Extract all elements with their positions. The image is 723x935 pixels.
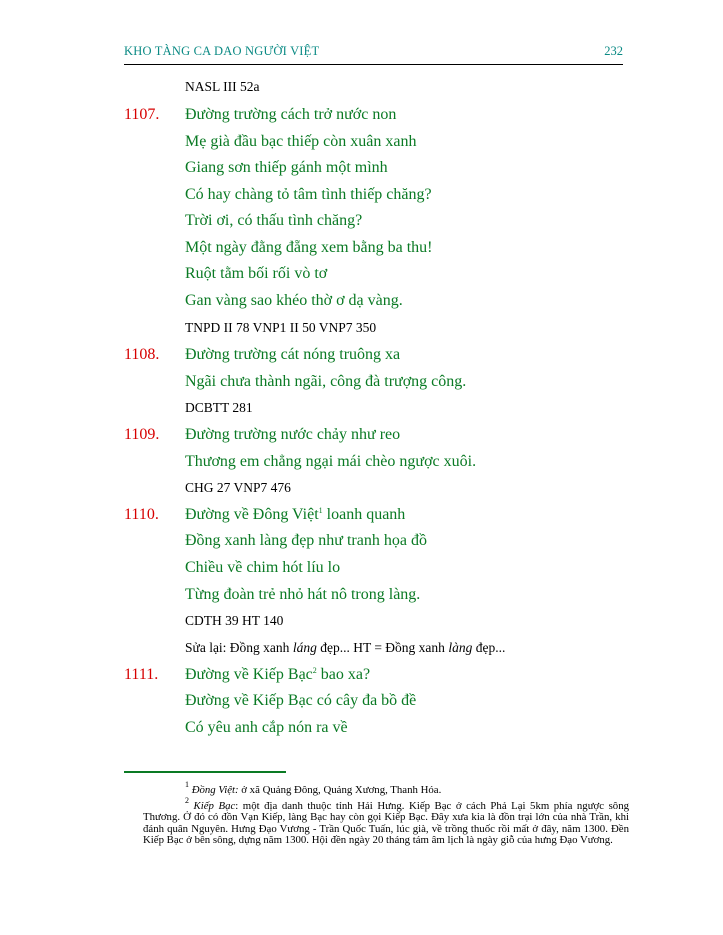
verse-line: Có yêu anh cắp nón ra về [185,719,348,736]
page-number: 232 [604,44,623,58]
source-ref: NASL III 52a [185,79,260,94]
footnote-marker[interactable]: 1 [318,506,323,515]
footnote-1: $^1$ Đồng Việt: ở xã Quảng Đông, Quảng Xương, Thanh Hóa. [185,780,442,796]
footnote-marker[interactable]: 2 [312,666,317,675]
page-header [124,44,623,65]
source-ref: TNPD II 78 VNP1 II 50 VNP7 350 [185,320,377,335]
verse-line: Đường trường cát nóng truông xa [185,346,401,363]
verse-line: Đường về Kiếp Bạc có cây đa bồ đề [185,692,417,709]
verse-line: Đường trường cách trở nước non [185,106,397,123]
verse-line: Gan vàng sao khéo thờ ơ dạ vàng. [185,292,403,309]
verse-line: Đường về Kiếp Bạc$^2$ bao xa? [185,666,371,683]
verse-line: Chiều về chim hót líu lo [185,559,341,576]
verse-line: Đường trường nước chảy như reo [185,426,401,443]
verse-line: Ruột tằm bối rối vò tơ [185,265,328,282]
editorial-note: Sửa lại: Đồng xanh láng đẹp... HT = Đồng xanh làng đẹp... [185,640,506,655]
verse-number: 1107. [124,106,160,123]
verse-line: Có hay chàng tỏ tâm tình thiếp chăng? [185,186,432,203]
verse-number: 1109. [124,426,160,443]
footnote-2: $^2$ Kiếp Bạc: một địa danh thuộc tỉnh Hải Hưng. Kiếp Bạc ở cách Phả Lại 5km phía ngược sông Thương. Ở đó có đồn Vạn Kiếp, làng Bạc hay còn gọi Kiếp Bạc. Đây xưa kia là đồn trại lớn của nhà Trần, khi đánh quân Nguyên. Hưng Đạo Vương - Trần Quốc Tuấn, lúc già, về trồng thuốc rồi mất ở đây, năm 1300. Đền Kiếp Bạc ở bên sông, dựng năm 1300. Hội đền ngày 20 tháng tám âm lịch là ngày giỗ của hưng Đạo Vương. [143,796,629,847]
source-ref: CDTH 39 HT 140 [185,613,284,628]
verse-line: Từng đoàn trẻ nhỏ hát nô trong làng. [185,586,421,603]
verse-line: Đường về Đông Việt$^1$ loanh quanh [185,506,406,523]
verse-line: Mẹ già đầu bạc thiếp còn xuân xanh [185,133,417,150]
verse-line: Giang sơn thiếp gánh một mình [185,159,388,176]
verse-line: Thương em chẳng ngại mái chèo ngược xuôi. [185,453,477,470]
verse-line: Trời ơi, có thấu tình chăng? [185,212,363,229]
footnote-divider [124,771,286,773]
verse-number: 1108. [124,346,160,363]
verse-number: 1111. [124,666,159,683]
verse-number: 1110. [124,506,159,523]
verse-line: Một ngày đằng đẵng xem bằng ba thu! [185,239,433,256]
source-ref: CHG 27 VNP7 476 [185,480,291,495]
source-ref: DCBTT 281 [185,400,253,415]
book-title: KHO TÀNG CA DAO NGƯỜI VIỆT [124,44,320,58]
verse-line: Đồng xanh làng đẹp như tranh họa đồ [185,532,427,549]
verse-line: Ngãi chưa thành ngãi, công đà trượng công. [185,373,467,390]
